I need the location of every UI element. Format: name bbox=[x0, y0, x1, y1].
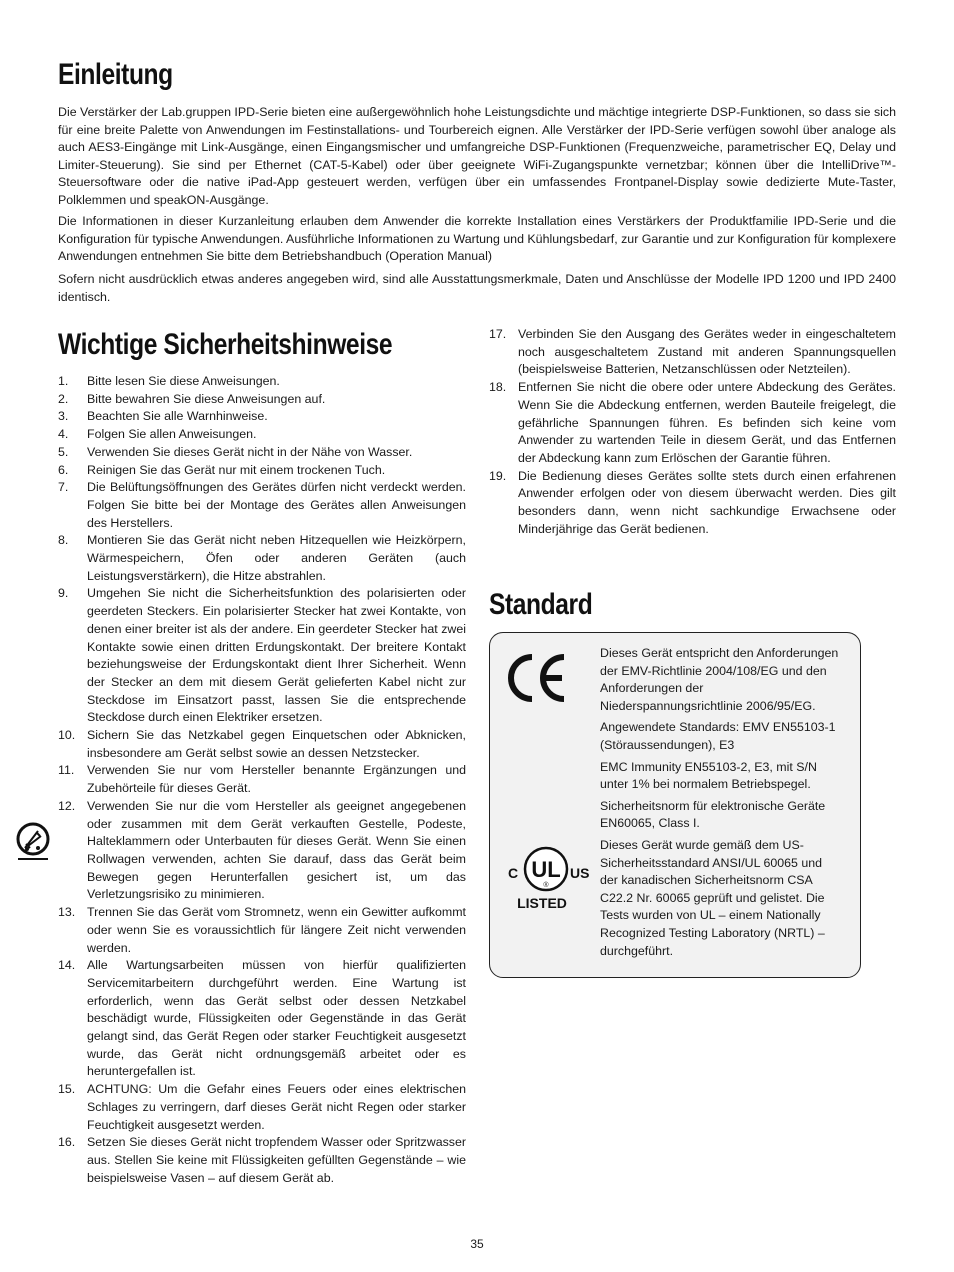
safety-item-text: Folgen Sie allen Anweisungen. bbox=[87, 427, 257, 442]
standard-text bbox=[600, 645, 840, 964]
safety-item-text: Verwenden Sie nur die vom Hersteller als geeignet angegebenen oder zusammen mit dem Gerät verkauften Gestelle, Podeste, Halteklammern oder Unterbauten für dieses Gerät. Wenn Sie einen Rollwagen verwenden, achten Sie darauf, dass das Gerät beim Bewegen gegen Herunterfallen gesichert ist, um das Verletzungsrisiko zu minimieren. bbox=[87, 798, 466, 902]
safety-item-text: Verwenden Sie dieses Gerät nicht in der Nähe von Wasser. bbox=[87, 444, 413, 459]
safety-list-item bbox=[489, 379, 896, 468]
safety-item-number: 8. bbox=[58, 533, 69, 548]
safety-list-item bbox=[58, 373, 466, 391]
safety-list-item bbox=[58, 1134, 466, 1187]
safety-item-text: Verwenden Sie nur vom Hersteller benannte Ergänzungen und Zubehörteile für dieses Gerät. bbox=[87, 763, 466, 796]
safety-item-number: 11. bbox=[58, 763, 75, 778]
safety-item-number: 16. bbox=[58, 1135, 76, 1150]
safety-item-text: ACHTUNG: Um die Gefahr eines Feuers oder eines elektrischen Schlages zu verringern, darf dieses Gerät nicht Regen oder starker Feuchtigkeit ausgesetzt werden. bbox=[87, 1082, 466, 1132]
safety-list-item bbox=[489, 326, 896, 379]
safety-item-number: 12. bbox=[58, 798, 76, 813]
safety-list-item bbox=[58, 762, 466, 797]
standard-paragraph-5: Dieses Gerät wurde gemäß dem US-Sicherheitsstandard ANSI/UL 60065 und der kanadischen Sicherheitsnorm CSA C22.2 Nr. 60065 geprüft und gelistet. Die Tests wurden von UL – einem Nationally Recognized Testing Laboratory (NRTL) – durchgeführt. bbox=[600, 837, 825, 958]
safety-list-item bbox=[58, 444, 466, 462]
safety-item-number: 9. bbox=[58, 586, 69, 601]
safety-item-number: 4. bbox=[58, 427, 69, 442]
intro-paragraph-2: Die Informationen in dieser Kurzanleitung erlauben dem Anwender die korrekte Installation eines Verstärkers der Produktfamilie IPD-Serie und die Konfiguration für typische Anwendungen. Ausführliche Informationen zu Wartung und Kühlungsbedarf, zur Garantie und zur Konfiguration für komplexere Anwendungen entnehmen Sie bitte dem Betriebshandbuch (Operation Manual) bbox=[58, 214, 896, 264]
ul-listed-text: LISTED bbox=[517, 895, 567, 911]
safety-item-text: Trennen Sie das Gerät vom Stromnetz, wenn ein Gewitter aufkommt oder wenn Sie es voraussichtlich für längere Zeit nicht verwenden werden. bbox=[87, 905, 466, 955]
safety-item-number: 15. bbox=[58, 1082, 76, 1097]
safety-list-left bbox=[58, 373, 466, 1187]
safety-list-right bbox=[489, 326, 896, 538]
safety-item-text: Reinigen Sie das Gerät nur mit einem trockenen Tuch. bbox=[87, 462, 386, 477]
safety-list-item bbox=[58, 462, 466, 480]
standard-paragraph-2: Angewendete Standards: EMV EN55103-1 (Störaussendungen), E3 bbox=[600, 720, 836, 752]
safety-title: Wichtige Sicherheitshinweise bbox=[58, 328, 393, 361]
safety-item-text: Sichern Sie das Netzkabel gegen Einquetschen oder Abknicken, insbesondere am Gerät selbst sowie an dessen Netzstecker. bbox=[87, 728, 466, 760]
safety-item-text: Bitte lesen Sie diese Anweisungen. bbox=[87, 374, 280, 388]
safety-item-number: 18. bbox=[489, 380, 507, 395]
safety-item-number: 1. bbox=[58, 374, 69, 388]
safety-item-text: Alle Wartungsarbeiten müssen von hierfür qualifizierten Servicemitarbeitern durchgeführt werden. Eine Wartung ist erforderlich, wenn das Gerät selbst oder dessen Netzkabel beschädigt wurde, Flüssigkeiten oder Gegenstände in das Gerät gelangt sind, das Gerät Regen oder starker Feuchtigkeit ausgesetzt wurde, das Gerät nicht ordnungsgemäß arbeitet oder es heruntergefallen ist. bbox=[87, 958, 466, 1079]
standard-paragraph-3: EMC Immunity EN55103-2, E3, mit S/N unter 1% bei normalem Betriebspegel. bbox=[600, 759, 817, 792]
safety-item-text: Die Belüftungsöffnungen des Gerätes dürfen nicht verdeckt werden. Folgen Sie bitte bei der Montage des Gerätes allen Anweisungen des Herstellers. bbox=[87, 480, 466, 530]
safety-list-item bbox=[58, 798, 466, 904]
standard-title: Standard bbox=[489, 588, 593, 621]
safety-item-number: 19. bbox=[489, 468, 507, 483]
page-number: 35 bbox=[470, 1237, 484, 1251]
safety-item-text: Die Bedienung dieses Gerätes sollte stets durch einen erfahrenen Anwender erfolgen oder von diesem überwacht werden. Dies gilt besonders dann, wenn nicht sachkundige Erwachsene oder Minderjährige das Gerät bedienen. bbox=[518, 468, 896, 536]
ul-us-text: US bbox=[570, 865, 590, 881]
safety-list-item bbox=[58, 585, 466, 727]
safety-list-item bbox=[58, 727, 466, 762]
safety-item-number: 10. bbox=[58, 728, 76, 743]
safety-item-number: 2. bbox=[58, 391, 69, 406]
safety-item-number: 17. bbox=[489, 327, 507, 341]
safety-item-text: Montieren Sie das Gerät nicht neben Hitzequellen wie Heizkörpern, Wärmespeichern, Öfen oder anderen Geräten (auch Leistungsverstärkern), die Hitze abstrahlen. bbox=[87, 533, 466, 583]
safety-item-text: Bitte bewahren Sie diese Anweisungen auf. bbox=[87, 391, 326, 406]
safety-item-text: Verbinden Sie den Ausgang des Gerätes weder in eingeschaltetem noch ausgeschaltetem Zustand mit anderen Spannungsquellen (beispielsweise Batterien, Netzanschlüssen oder Netzteilen). bbox=[518, 327, 896, 377]
safety-list-item bbox=[58, 408, 466, 426]
safety-item-number: 3. bbox=[58, 409, 69, 424]
safety-list-item bbox=[58, 426, 466, 444]
safety-item-number: 7. bbox=[58, 480, 69, 495]
safety-item-number: 5. bbox=[58, 444, 69, 459]
intro-title: Einleitung bbox=[58, 58, 173, 91]
safety-item-number: 13. bbox=[58, 905, 76, 920]
ul-mark-text: UL bbox=[531, 857, 561, 882]
ce-mark-icon bbox=[504, 651, 568, 710]
safety-list-item bbox=[58, 479, 466, 532]
safety-list-item bbox=[58, 904, 466, 957]
safety-item-number: 6. bbox=[58, 462, 69, 477]
safety-list-item bbox=[58, 957, 466, 1081]
safety-item-text: Setzen Sie dieses Gerät nicht tropfendem Wasser oder Spritzwasser aus. Stellen Sie keine mit Flüssigkeiten gefüllten Gegenstände – wie beispielsweise Vasen – auf diesem Gerät ab. bbox=[87, 1135, 466, 1185]
standard-paragraph-1: Dieses Gerät entspricht den Anforderungen der EMV-Richtlinie 2004/108/EG und den Anforderungen der Niederspannungsrichtlinie 2006/95/EG. bbox=[600, 646, 839, 713]
safety-item-text: Entfernen Sie nicht die obere oder untere Abdeckung des Gerätes. Wenn Sie die Abdeckung entfernen, werden Bauteile freigelegt, die gefährliche Spannungen führen. Es befinden sich keine vom Anwender zu wartenden Teile in diesem Gerät, und das Entfernen der Abdeckung kann zum Erlöschen der Garantie führen. bbox=[518, 380, 896, 465]
safety-list-item bbox=[58, 532, 466, 585]
ul-listed-icon bbox=[502, 845, 594, 920]
ul-c-text: C bbox=[508, 865, 519, 881]
safety-list-item bbox=[58, 391, 466, 409]
intro-paragraph-3: Sofern nicht ausdrücklich etwas anderes angegeben wird, sind alle Ausstattungsmerkmale, Daten und Anschlüsse der Modelle IPD 1200 und IPD 2400 identisch. bbox=[58, 272, 896, 304]
intro-paragraph-1: Die Verstärker der Lab.gruppen IPD-Serie bieten eine außergewöhnlich hohe Leistungsdichte und mächtige integrierte DSP-Funktionen, so dass sie sich für eine breite Palette von Anwendungen im Festinstallations- und Tourbereich eignen. Alle Verstärker der IPD-Serie verfügen sowohl über analoge als auch AES3-Eingänge mit Link-Ausgänge, einen Eingangsmischer und umfangreiche DSP-Funktionen (Frequenzweiche, parametrischer EQ, Delay und Limiter-Steuerung). Sie sind per Ethernet (CAT-5-Kabel) oder über geeignete WiFi-Zugangspunkte vernetzbar; können über die IntelliDrive™-Steuersoftware oder die native iPad-App gesteuert werden, verfügen über ein umfassendes Frontpanel-Display sowie dedizierte Mute-Taster, Polklemmen und speakON-Ausgänge. bbox=[58, 105, 896, 207]
safety-item-number: 14. bbox=[58, 958, 76, 973]
standard-box bbox=[489, 632, 861, 978]
standard-paragraph-4: Sicherheitsnorm für elektronische Geräte EN60065, Class I. bbox=[600, 798, 826, 831]
safety-list-item bbox=[58, 1081, 466, 1134]
safety-list-item bbox=[489, 468, 896, 539]
safety-item-text: Beachten Sie alle Warnhinweise. bbox=[87, 409, 268, 424]
cart-warning-icon bbox=[16, 822, 50, 867]
ul-reg-text: ® bbox=[543, 882, 549, 889]
safety-item-text: Umgehen Sie nicht die Sicherheitsfunktion des polarisierten oder geerdeten Steckers. Ein polarisierter Stecker hat zwei Kontakte, von denen einer breiter ist als der andere. Ein geerdeter Stecker hat zwei Kontakte sowie einen dritten Erdungskontakt. Der breitere Kontakt beziehungsweise der Erdungskontakt dient Ihrer Sicherheit. Wenn der Stecker an dem mit diesem Gerät gelieferten Kabel nicht zur Steckdose im Einsatzort passt, lassen Sie die entsprechende Steckdose durch einen Elektriker ersetzen. bbox=[87, 586, 466, 725]
